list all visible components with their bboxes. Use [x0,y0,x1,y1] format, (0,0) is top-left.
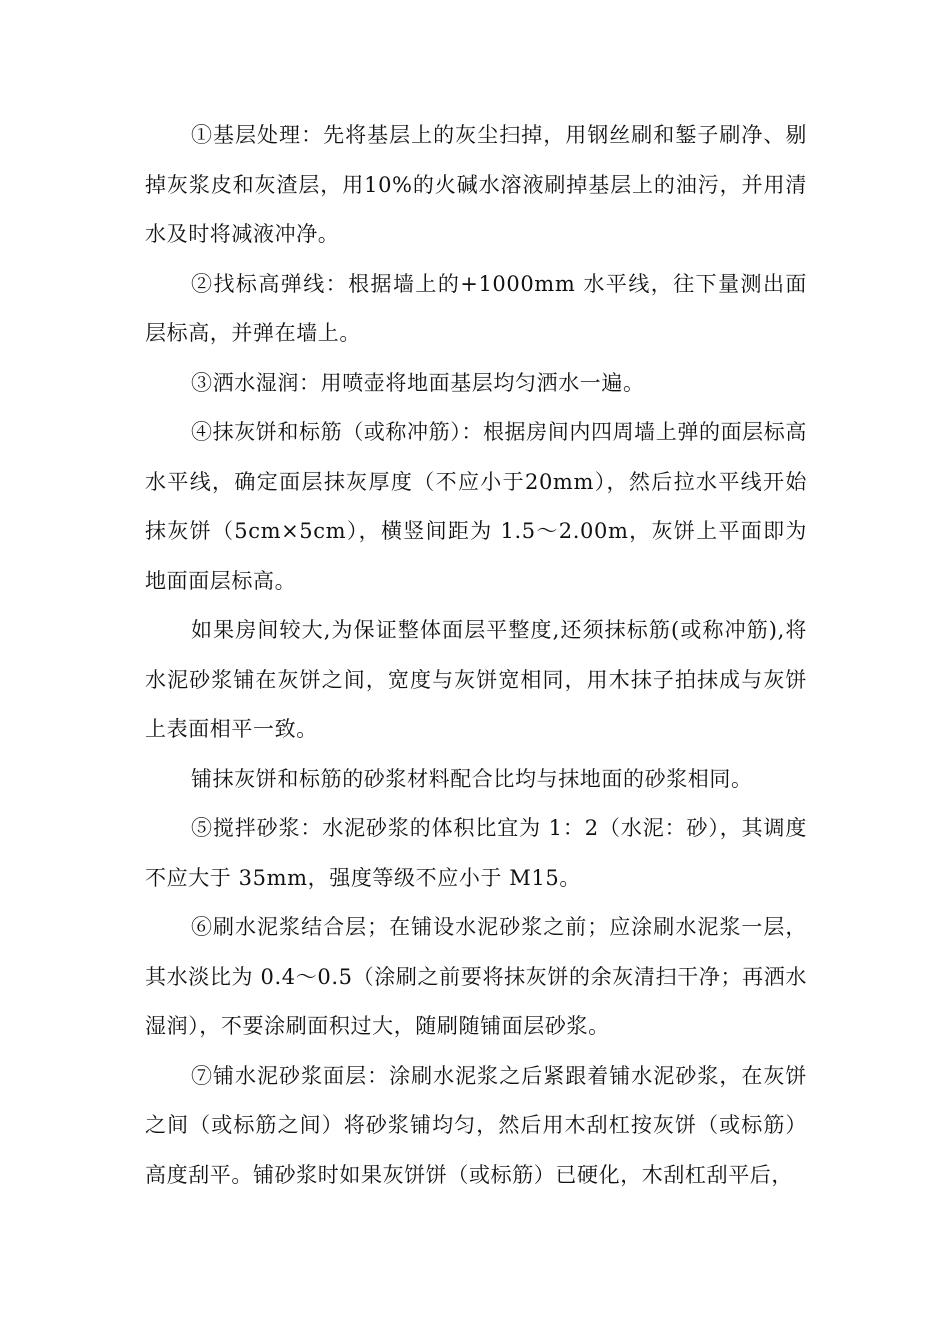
paragraph-plaster-cakes: ④抹灰饼和标筋（或称冲筋）：根据房间内四周墙上弹的面层标高水平线，确定面层抹灰厚度（不应小于20mm），然后拉水平线开始抹灰饼（5cm×5cm），横竖间距为 1.5～2.00m，灰饼上平面即为地面面层标高。 [145,420,807,593]
paragraph-surface-layer: ⑦铺水泥砂浆面层：涂刷水泥浆之后紧跟着铺水泥砂浆，在灰饼之间（或标筋之间）将砂浆铺均匀，然后用木刮杠按灰饼（或标筋）高度刮平。铺砂浆时如果灰饼饼（或标筋）已硬化，木刮杠刮平后， [145,1063,807,1187]
paragraph-mixing-mortar: ⑤搅拌砂浆：水泥砂浆的体积比宜为 1：2（水泥：砂），其调度不应大于 35mm，强度等级不应小于 M15。 [145,816,807,890]
document-body [145,111,807,1200]
paragraph-watering: ③洒水湿润：用喷壶将地面基层均匀洒水一遍。 [191,370,645,395]
paragraph-large-room: 如果房间较大,为保证整体面层平整度,还须抹标筋(或称冲筋),将水泥砂浆铺在灰饼之间，宽度与灰饼宽相同，用木抹子拍抹成与灰饼上表面相平一致。 [145,618,807,741]
paragraph-bonding-layer: ⑥刷水泥浆结合层；在铺设水泥砂浆之前；应涂刷水泥浆一层，其水淡比为 0.4～0.5（涂刷之前要将抹灰饼的余灰清扫干净；再洒水湿润），不要涂刷面积过大，随刷随铺面层砂浆。 [145,915,807,1038]
paragraph-base-treatment: ①基层处理：先将基层上的灰尘扫掉，用钢丝刷和錾子刷净、剔掉灰浆皮和灰渣层，用10%的火碱水溶液刷掉基层上的油污，并用清水及时将减液冲净。 [145,123,807,246]
paragraph-mortar-ratio-note: 铺抹灰饼和标筋的砂浆材料配合比均与抹地面的砂浆相同。 [191,766,753,791]
paragraph-level-marking: ②找标高弹线：根据墙上的+1000mm 水平线，往下量测出面层标高，并弹在墙上。 [145,271,807,345]
